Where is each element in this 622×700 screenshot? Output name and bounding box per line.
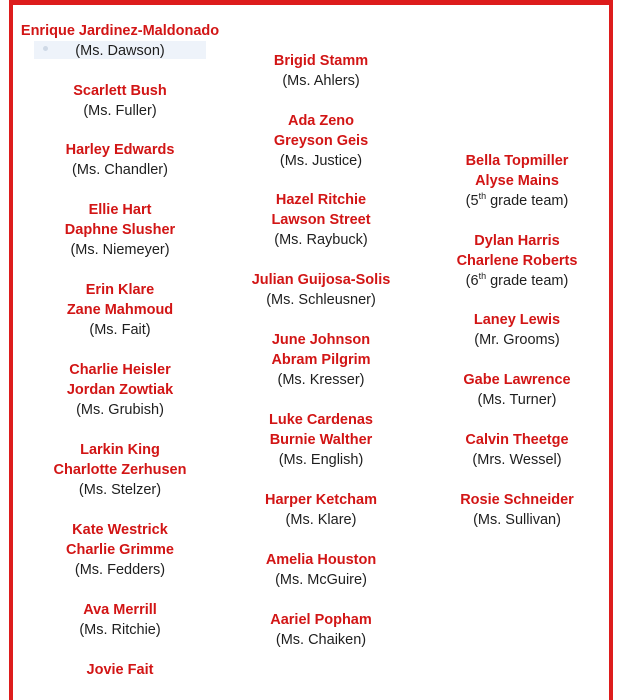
teacher-name: (Ms. Justice) [279,153,363,169]
student-name: Charlotte Zerhusen [53,462,187,478]
student-name: Larkin King [80,442,160,458]
top-border-line [9,0,613,5]
list-item [211,410,431,470]
student-name: Enrique Jardinez-Maldonado [20,23,220,39]
student-name: Brigid Stamm [273,53,369,69]
list-item [10,520,230,580]
list-item [211,490,431,530]
student-name: Hazel Ritchie [275,192,367,208]
student-name: Jovie Fait [86,662,154,678]
teacher-name: (Ms. Fedders) [74,562,166,578]
list-item [211,610,431,650]
teacher-name: (6th grade team) [465,271,569,289]
student-name: Amelia Houston [265,552,377,568]
student-name: Kate Westrick [72,522,168,538]
list-item [211,550,431,590]
student-name: June Johnson [271,332,371,348]
teacher-name: (Ms. Klare) [285,512,357,528]
student-name: Zane Mahmoud [66,302,174,318]
list-item [407,310,622,350]
student-name: Aariel Popham [270,612,372,628]
student-name: Bella Topmiller [465,153,569,169]
student-name: Lawson Street [271,212,371,228]
list-item [407,231,622,291]
student-name: Charlene Roberts [456,253,578,269]
list-item [10,200,230,260]
list-item [211,190,431,250]
list-item [10,600,230,640]
teacher-name: (Ms. Kresser) [277,372,365,388]
list-item [10,81,230,121]
list-item [407,151,622,211]
teacher-name: (Ms. Ritchie) [79,622,161,638]
list-item [407,490,622,530]
teacher-name: (Ms. Sullivan) [473,512,561,528]
teacher-name: (Ms. Grubish) [76,402,164,418]
student-name: Charlie Grimme [66,542,174,558]
teacher-name: (Mrs. Wessel) [472,452,562,468]
student-name: Erin Klare [85,282,155,298]
teacher-name: (Mr. Grooms) [474,332,560,348]
student-name: Daphne Slusher [64,222,176,238]
teacher-name: (5th grade team) [465,191,569,209]
list-item [10,280,230,340]
teacher-name: (Ms. Chandler) [72,162,168,178]
student-name: Harley Edwards [65,142,175,158]
list-item [407,370,622,410]
teacher-name: (Ms. English) [278,452,364,468]
teacher-name: (Ms. McGuire) [275,572,367,588]
student-name: Laney Lewis [473,312,561,328]
list-item [211,111,431,171]
list-item [211,270,431,310]
student-name: Calvin Theetge [465,432,569,448]
student-name: Scarlett Bush [73,83,167,99]
list-item [211,330,431,390]
student-name: Burnie Walther [269,432,373,448]
teacher-name: (Ms. Fait) [89,322,151,338]
teacher-name: (Ms. Raybuck) [274,232,368,248]
teacher-name: (Ms. Ahlers) [282,73,360,89]
teacher-name: (Ms. Dawson) [75,43,165,59]
list-item [10,660,230,680]
list-item [10,360,230,420]
teacher-name: (Ms. Niemeyer) [70,242,170,258]
teacher-name: (Ms. Chaiken) [275,632,367,648]
student-name: Julian Guijosa-Solis [251,272,391,288]
student-name: Jordan Zowtiak [66,382,174,398]
student-name: Rosie Schneider [460,492,574,508]
student-name: Luke Cardenas [269,412,373,428]
list-item [10,21,230,61]
student-name: Greyson Geis [273,133,369,149]
student-name: Abram Pilgrim [271,352,371,368]
student-name: Charlie Heisler [69,362,171,378]
list-item [211,51,431,91]
student-name: Ava Merrill [83,602,157,618]
teacher-name: (Ms. Fuller) [83,103,157,119]
list-item [10,440,230,500]
list-item [407,430,622,470]
student-name: Dylan Harris [474,233,560,249]
student-name: Harper Ketcham [264,492,377,508]
teacher-name: (Ms. Schleusner) [266,292,376,308]
teacher-name: (Ms. Stelzer) [78,482,162,498]
student-name: Alyse Mains [475,173,559,189]
list-item [10,140,230,180]
student-name: Ellie Hart [88,202,152,218]
student-name: Ada Zeno [287,113,355,129]
teacher-name: (Ms. Turner) [477,392,557,408]
student-name: Gabe Lawrence [463,372,571,388]
